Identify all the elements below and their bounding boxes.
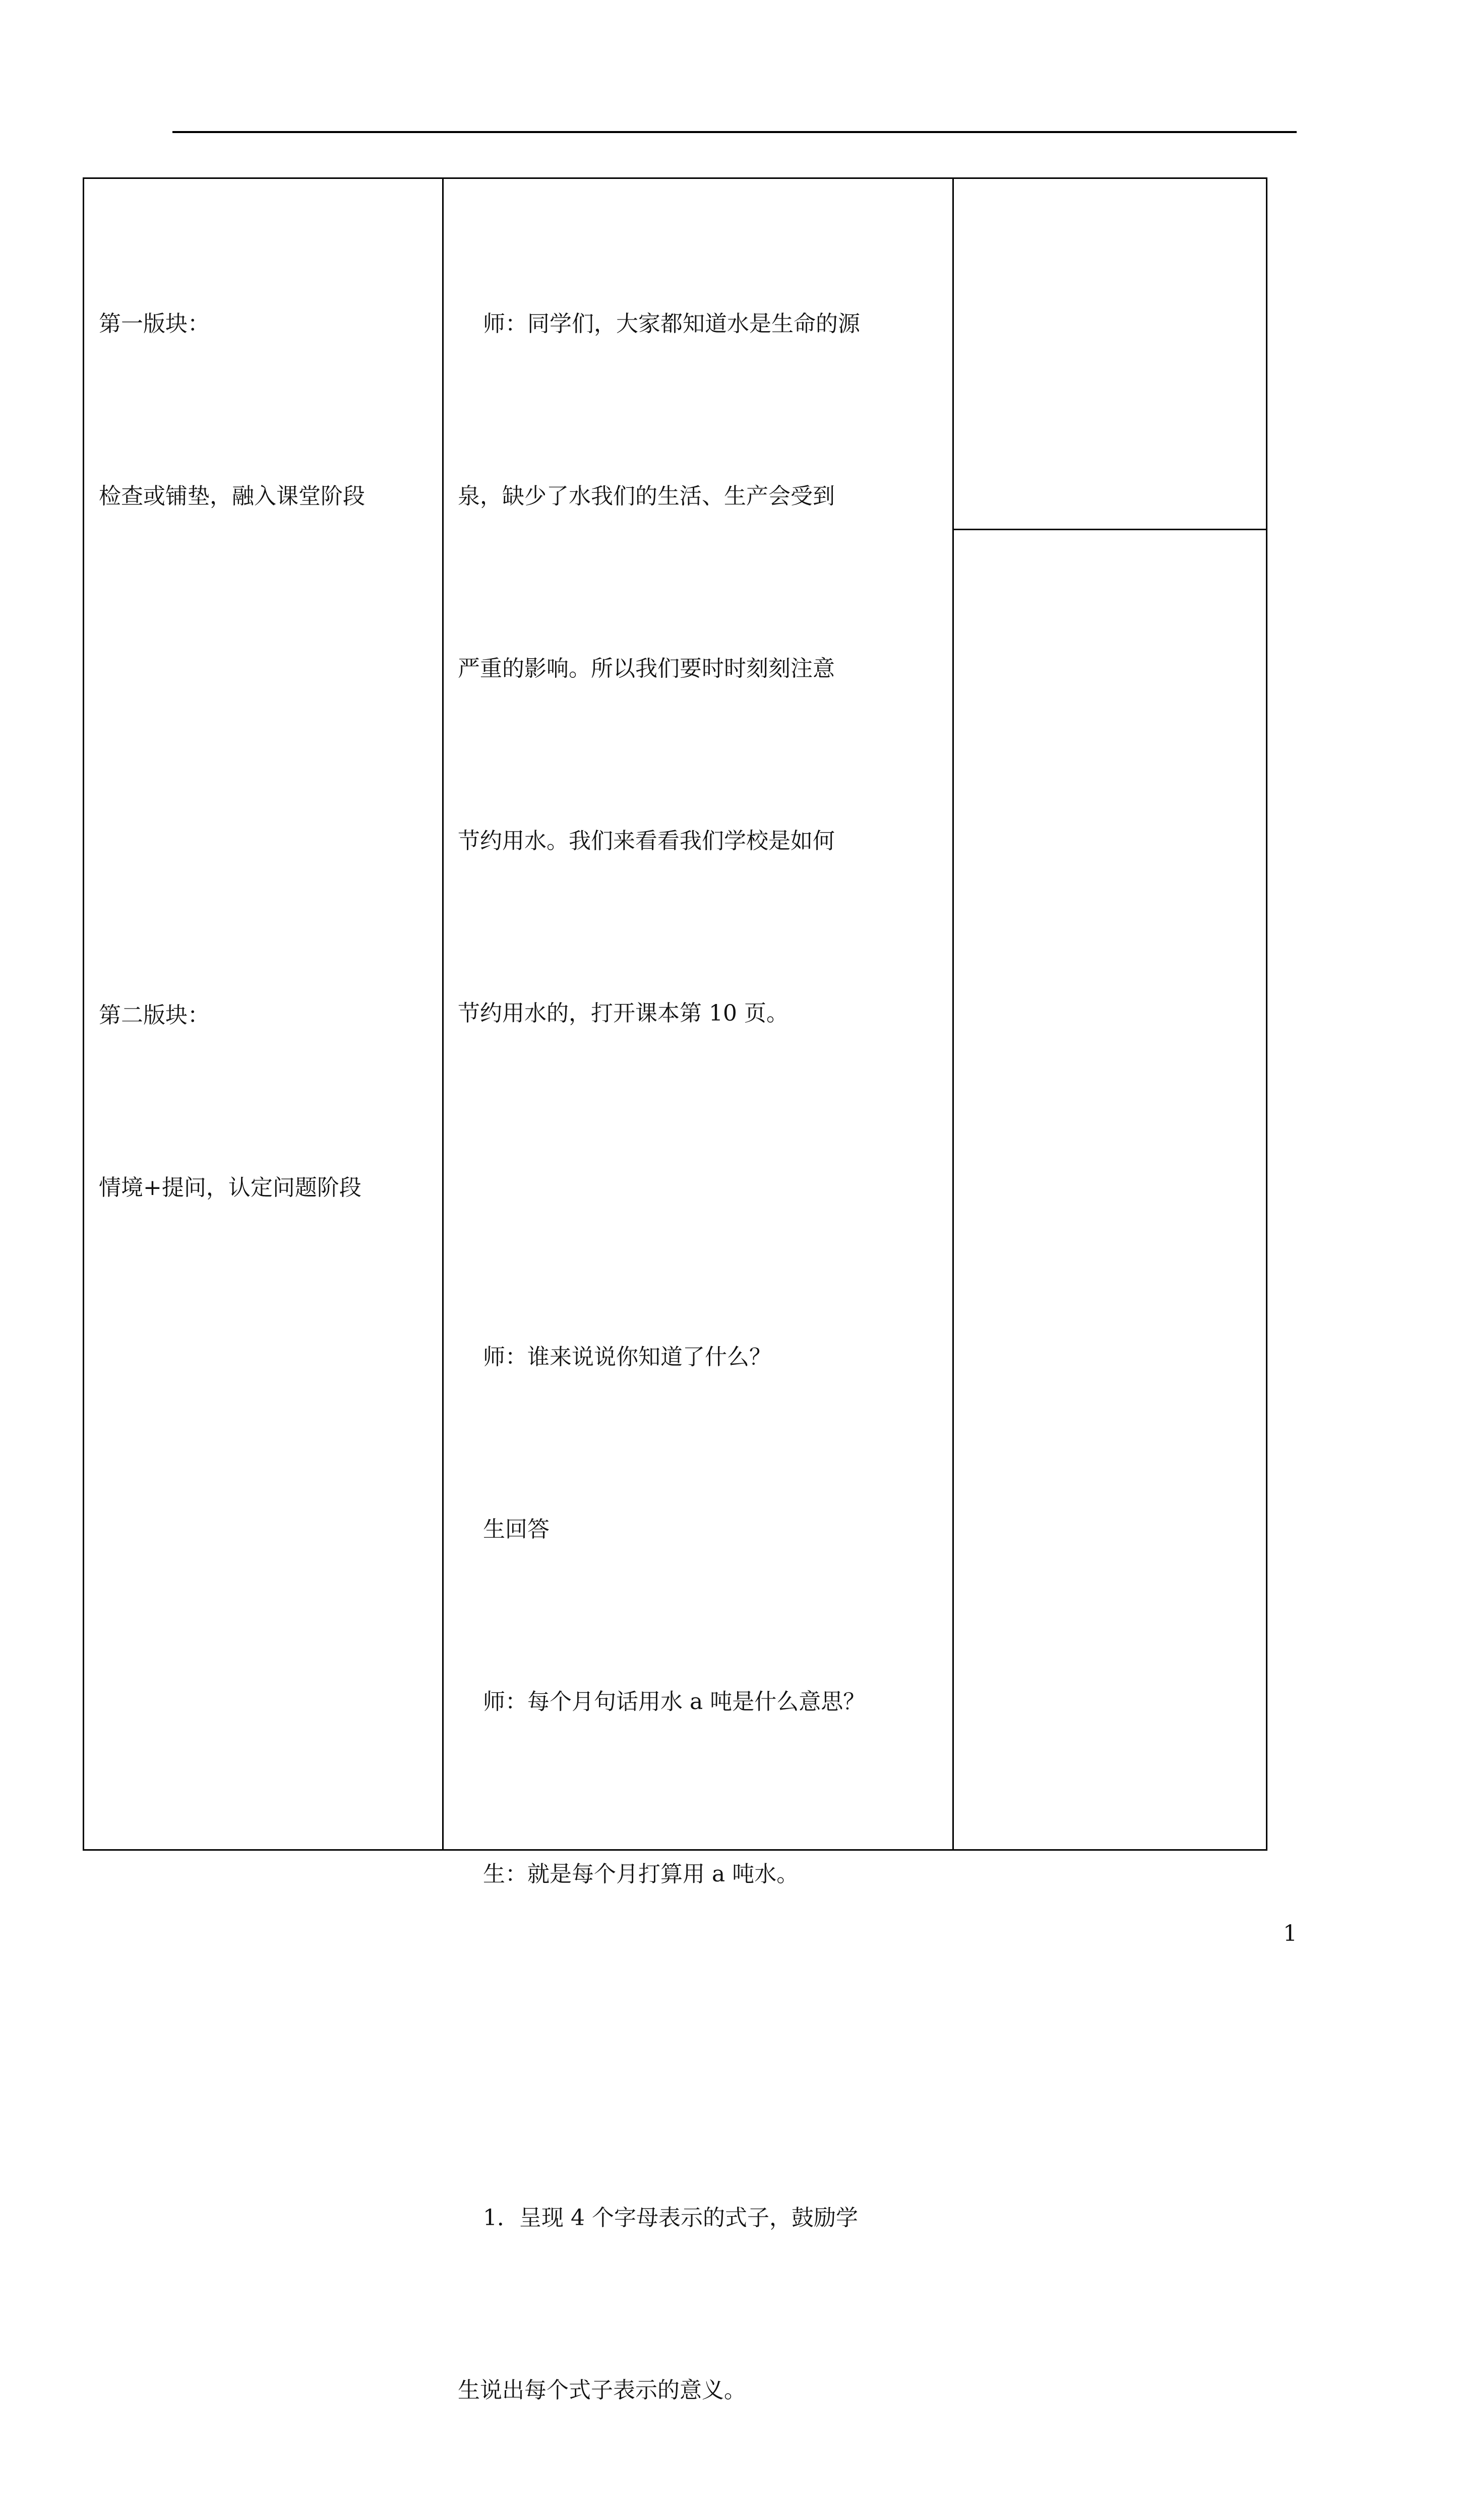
text-line: 生：就是每个月打算用 a 吨水。 bbox=[483, 1861, 799, 1887]
column-divider-1 bbox=[442, 179, 444, 1849]
text-line: 生说出每个式子表示的意义。 bbox=[458, 2377, 746, 2403]
header-rule bbox=[172, 131, 1297, 133]
notes-row-divider bbox=[952, 529, 1266, 530]
text-line: 严重的影响。所以我们要时时刻刻注意 bbox=[458, 656, 835, 681]
text-line: 1．呈现 4 个字母表示的式子，鼓励学 bbox=[483, 2205, 858, 2231]
spacer bbox=[458, 1157, 942, 1214]
column-divider-2 bbox=[952, 179, 954, 1849]
text-line: 师：谁来说说你知道了什么？ bbox=[483, 1344, 771, 1370]
block2-title: 第二版块： bbox=[99, 1002, 210, 1028]
text-line: 节约用水。我们来看看我们学校是如何 bbox=[458, 828, 835, 854]
text-line: 师：同学们，大家都知道水是生命的源 bbox=[483, 311, 860, 337]
block2-description: 情境+提问，认定问题阶段 bbox=[99, 1175, 361, 1201]
block1-description: 检查或铺垫，融入课堂阶段 bbox=[99, 483, 365, 509]
text-line: 生回答 bbox=[483, 1517, 550, 1542]
text-line: 节约用水的，打开课本第 10 页。 bbox=[458, 1000, 788, 1026]
teaching-process-cell bbox=[458, 180, 942, 2520]
page-number: 1 bbox=[1283, 1921, 1297, 1946]
text-line: 师：每个月句话用水 a 吨是什么意思？ bbox=[483, 1689, 866, 1715]
spacer bbox=[458, 2018, 942, 2074]
text-line: 泉，缺少了水我们的生活、生产会受到 bbox=[458, 483, 835, 509]
block1-title: 第一版块： bbox=[99, 311, 210, 337]
block2-cell bbox=[99, 872, 361, 1332]
block1-cell bbox=[99, 180, 365, 640]
